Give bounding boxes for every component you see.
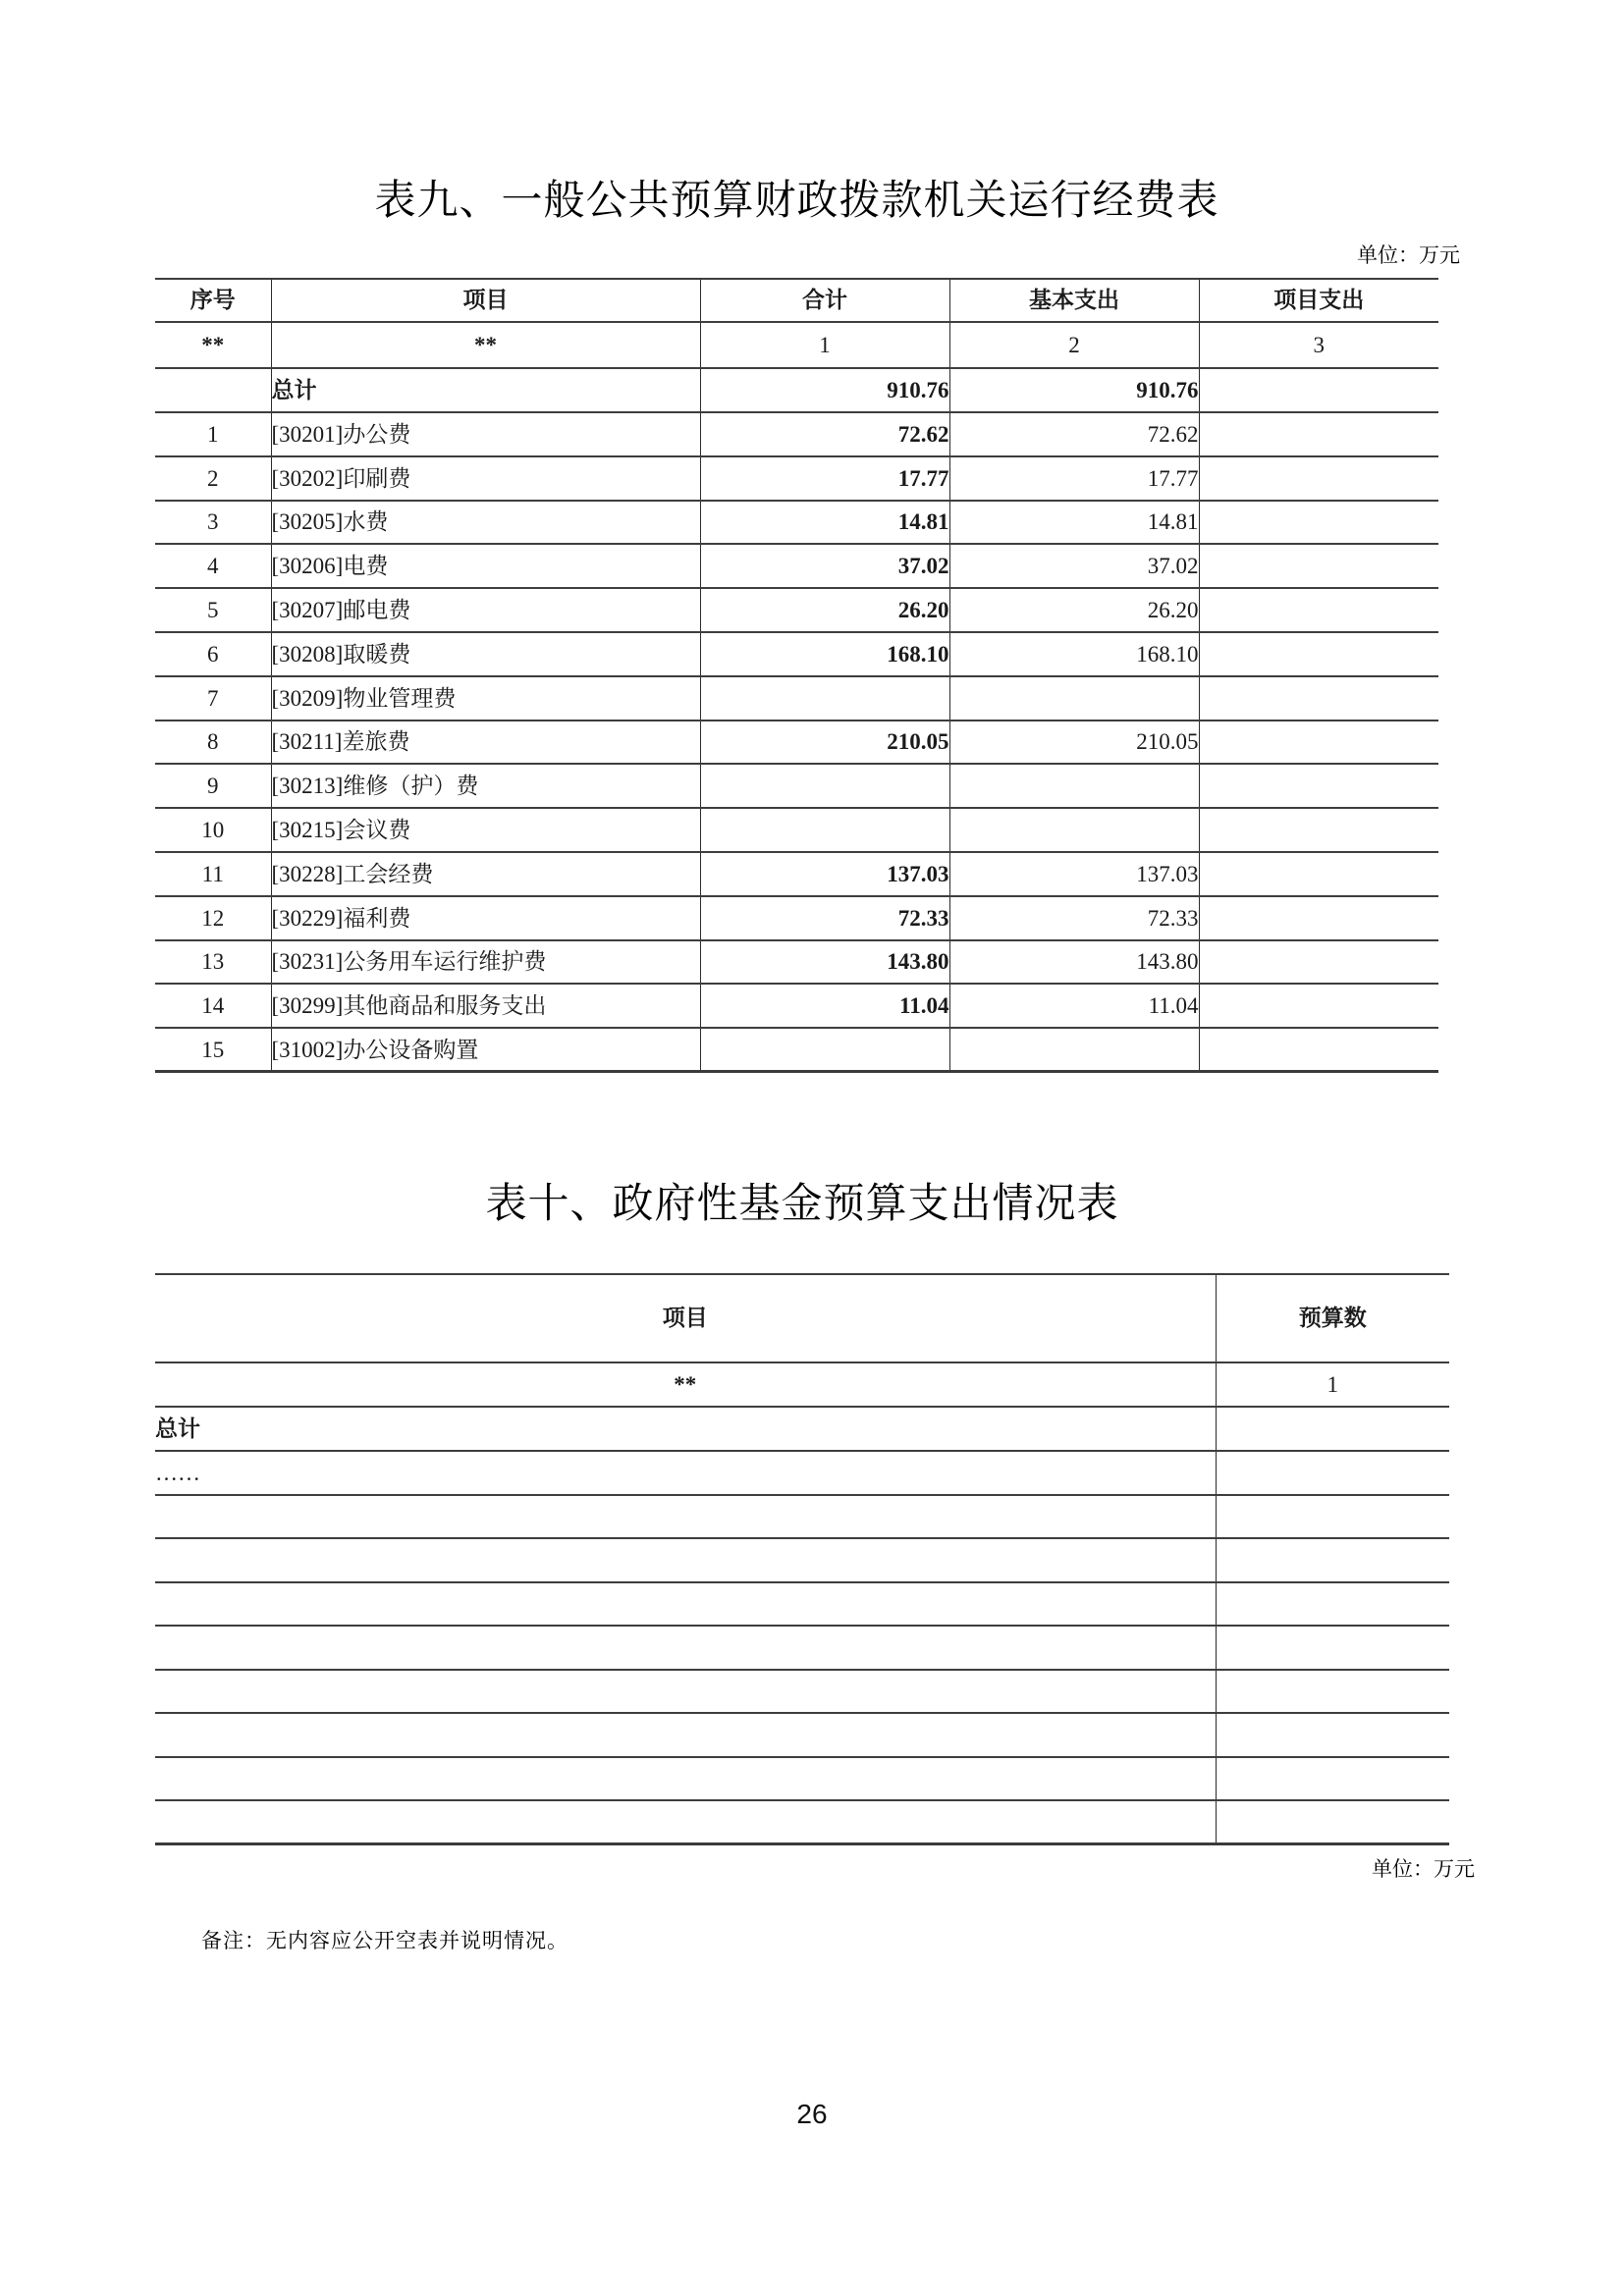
cell-item (155, 1800, 1216, 1844)
cell-basic: 137.03 (949, 852, 1199, 896)
subheader-cell: ** (201, 332, 225, 357)
cell-seq (155, 368, 271, 412)
cell-total (700, 1028, 949, 1072)
table10-header-row (155, 1274, 1449, 1362)
cell-item (155, 1670, 1216, 1714)
table-row-empty (155, 1582, 1449, 1627)
cell-project (1199, 896, 1438, 940)
cell-item: [30215]会议费 (271, 808, 700, 852)
page-number: 26 (796, 2099, 828, 2129)
cell-budget (1216, 1800, 1449, 1844)
table-row (155, 852, 1438, 896)
table-row (155, 676, 1438, 721)
cell-item: [30229]福利费 (271, 896, 700, 940)
cell-item: [30299]其他商品和服务支出 (271, 984, 700, 1028)
cell-basic: 11.04 (949, 984, 1199, 1028)
cell-item: [30213]维修（护）费 (271, 764, 700, 808)
cell-seq: 6 (207, 641, 219, 667)
cell-seq: 15 (201, 1037, 225, 1062)
cell-project (1199, 676, 1438, 721)
cell-total: 137.03 (700, 852, 949, 896)
cell-project (1199, 721, 1438, 765)
cell-basic (949, 676, 1199, 721)
cell-seq: 5 (207, 597, 219, 622)
cell-budget (1216, 1626, 1449, 1670)
table-row (155, 412, 1438, 456)
cell-item (155, 1538, 1216, 1582)
header-cell-basic: 基本支出 (949, 279, 1199, 322)
cell-project (1199, 501, 1438, 545)
cell-item: …… (155, 1460, 200, 1485)
cell-budget (1216, 1670, 1449, 1714)
cell-basic: 17.77 (949, 456, 1199, 501)
cell-project (1199, 808, 1438, 852)
subheader-cell: 2 (949, 322, 1199, 368)
header-cell-budget: 预算数 (1216, 1274, 1449, 1362)
cell-basic: 72.62 (949, 412, 1199, 456)
cell-budget (1216, 1495, 1449, 1539)
header-cell-item: 项目 (662, 1306, 708, 1331)
subheader-cell: ** (674, 1371, 697, 1397)
cell-basic: 26.20 (949, 588, 1199, 632)
cell-basic: 14.81 (949, 501, 1199, 545)
cell-item: [30207]邮电费 (271, 588, 700, 632)
cell-basic: 143.80 (949, 940, 1199, 985)
table-row (155, 984, 1438, 1028)
cell-budget (1216, 1757, 1449, 1801)
cell-project (1199, 764, 1438, 808)
cell-total (700, 808, 949, 852)
cell-total: 37.02 (700, 544, 949, 588)
table-row-empty (155, 1757, 1449, 1801)
cell-seq: 14 (201, 993, 225, 1019)
cell-total: 11.04 (700, 984, 949, 1028)
cell-item: [30206]电费 (271, 544, 700, 588)
cell-basic: 910.76 (949, 368, 1199, 412)
cell-total (700, 764, 949, 808)
cell-item: [30209]物业管理费 (271, 676, 700, 721)
cell-item: [30231]公务用车运行维护费 (271, 940, 700, 985)
cell-seq: 8 (207, 729, 219, 755)
cell-seq: 7 (207, 685, 219, 711)
cell-total: 143.80 (700, 940, 949, 985)
cell-total: 72.33 (700, 896, 949, 940)
cell-seq: 9 (207, 774, 219, 799)
table-row (155, 588, 1438, 632)
cell-total: 14.81 (700, 501, 949, 545)
cell-project (1199, 588, 1438, 632)
table-row-empty (155, 1670, 1449, 1714)
cell-budget (1216, 1713, 1449, 1757)
cell-project (1199, 852, 1438, 896)
header-cell-total: 合计 (700, 279, 949, 322)
cell-seq: 13 (201, 949, 225, 975)
cell-project (1199, 632, 1438, 676)
table10-gov-fund-budget (155, 1273, 1449, 1845)
cell-basic (949, 764, 1199, 808)
cell-total: 910.76 (700, 368, 949, 412)
header-cell-seq: 序号 (189, 288, 236, 313)
table10-unit-label: 单位：万元 (1372, 1857, 1475, 1881)
cell-seq: 4 (207, 554, 219, 579)
table9-header-row (155, 279, 1438, 322)
cell-seq: 10 (201, 817, 225, 842)
cell-total: 168.10 (700, 632, 949, 676)
cell-item: [31002]办公设备购置 (271, 1028, 700, 1072)
cell-seq: 11 (201, 861, 224, 886)
header-cell-project: 项目支出 (1199, 279, 1438, 322)
table-row-empty (155, 1800, 1449, 1844)
cell-basic: 168.10 (949, 632, 1199, 676)
table-row (155, 764, 1438, 808)
table9-total-row (155, 368, 1438, 412)
cell-project (1199, 544, 1438, 588)
cell-project (1199, 940, 1438, 985)
table-row (155, 940, 1438, 985)
header-cell-item: 项目 (271, 279, 700, 322)
table-row-empty (155, 1538, 1449, 1582)
cell-item (155, 1495, 1216, 1539)
cell-basic: 37.02 (949, 544, 1199, 588)
table-row (155, 721, 1438, 765)
cell-seq: 2 (207, 465, 219, 491)
cell-item (155, 1626, 1216, 1670)
table9-subheader-row (155, 322, 1438, 368)
cell-budget (1216, 1451, 1449, 1495)
table10-ellipsis-row (155, 1451, 1449, 1495)
table10-total-row (155, 1407, 1449, 1451)
table10-title: 表十、政府性基金预算支出情况表 (485, 1182, 1119, 1227)
remark-note: 备注：无内容应公开空表并说明情况。 (201, 1929, 568, 1952)
cell-project (1199, 412, 1438, 456)
cell-seq: 12 (201, 905, 225, 931)
subheader-cell: 1 (700, 322, 949, 368)
cell-total: 210.05 (700, 721, 949, 765)
subheader-cell: 3 (1199, 322, 1438, 368)
cell-item: [30201]办公费 (271, 412, 700, 456)
cell-total: 17.77 (700, 456, 949, 501)
cell-item: [30205]水费 (271, 501, 700, 545)
cell-basic: 72.33 (949, 896, 1199, 940)
cell-item: [30202]印刷费 (271, 456, 700, 501)
cell-basic (949, 808, 1199, 852)
table-row (155, 896, 1438, 940)
table-row (155, 632, 1438, 676)
cell-item: [30211]差旅费 (271, 721, 700, 765)
cell-total: 26.20 (700, 588, 949, 632)
table-row (155, 1028, 1438, 1072)
cell-item: [30208]取暖费 (271, 632, 700, 676)
table-row (155, 808, 1438, 852)
cell-seq: 3 (207, 509, 219, 535)
table9-unit-label: 单位：万元 (1357, 243, 1460, 267)
table9-title: 表九、一般公共预算财政拨款机关运行经费表 (374, 179, 1219, 224)
table-row-empty (155, 1626, 1449, 1670)
cell-item: [30228]工会经费 (271, 852, 700, 896)
table-row-empty (155, 1495, 1449, 1539)
cell-basic: 210.05 (949, 721, 1199, 765)
table-row-empty (155, 1713, 1449, 1757)
subheader-cell: 1 (1216, 1362, 1449, 1407)
cell-total (700, 676, 949, 721)
cell-item (155, 1582, 1216, 1627)
cell-project (1199, 456, 1438, 501)
cell-seq: 1 (207, 421, 219, 447)
cell-budget (1216, 1538, 1449, 1582)
cell-budget (1216, 1582, 1449, 1627)
subheader-cell: ** (271, 322, 700, 368)
table-row (155, 544, 1438, 588)
cell-project (1199, 984, 1438, 1028)
cell-item: 总计 (155, 1415, 200, 1441)
table10-subheader-row (155, 1362, 1449, 1407)
cell-project (1199, 368, 1438, 412)
cell-budget (1216, 1407, 1449, 1451)
cell-item (155, 1757, 1216, 1801)
cell-item (155, 1713, 1216, 1757)
table9-operating-expenses (155, 278, 1438, 1073)
table-row (155, 456, 1438, 501)
cell-item: 总计 (271, 368, 700, 412)
table-row (155, 501, 1438, 545)
cell-basic (949, 1028, 1199, 1072)
cell-total: 72.62 (700, 412, 949, 456)
cell-project (1199, 1028, 1438, 1072)
